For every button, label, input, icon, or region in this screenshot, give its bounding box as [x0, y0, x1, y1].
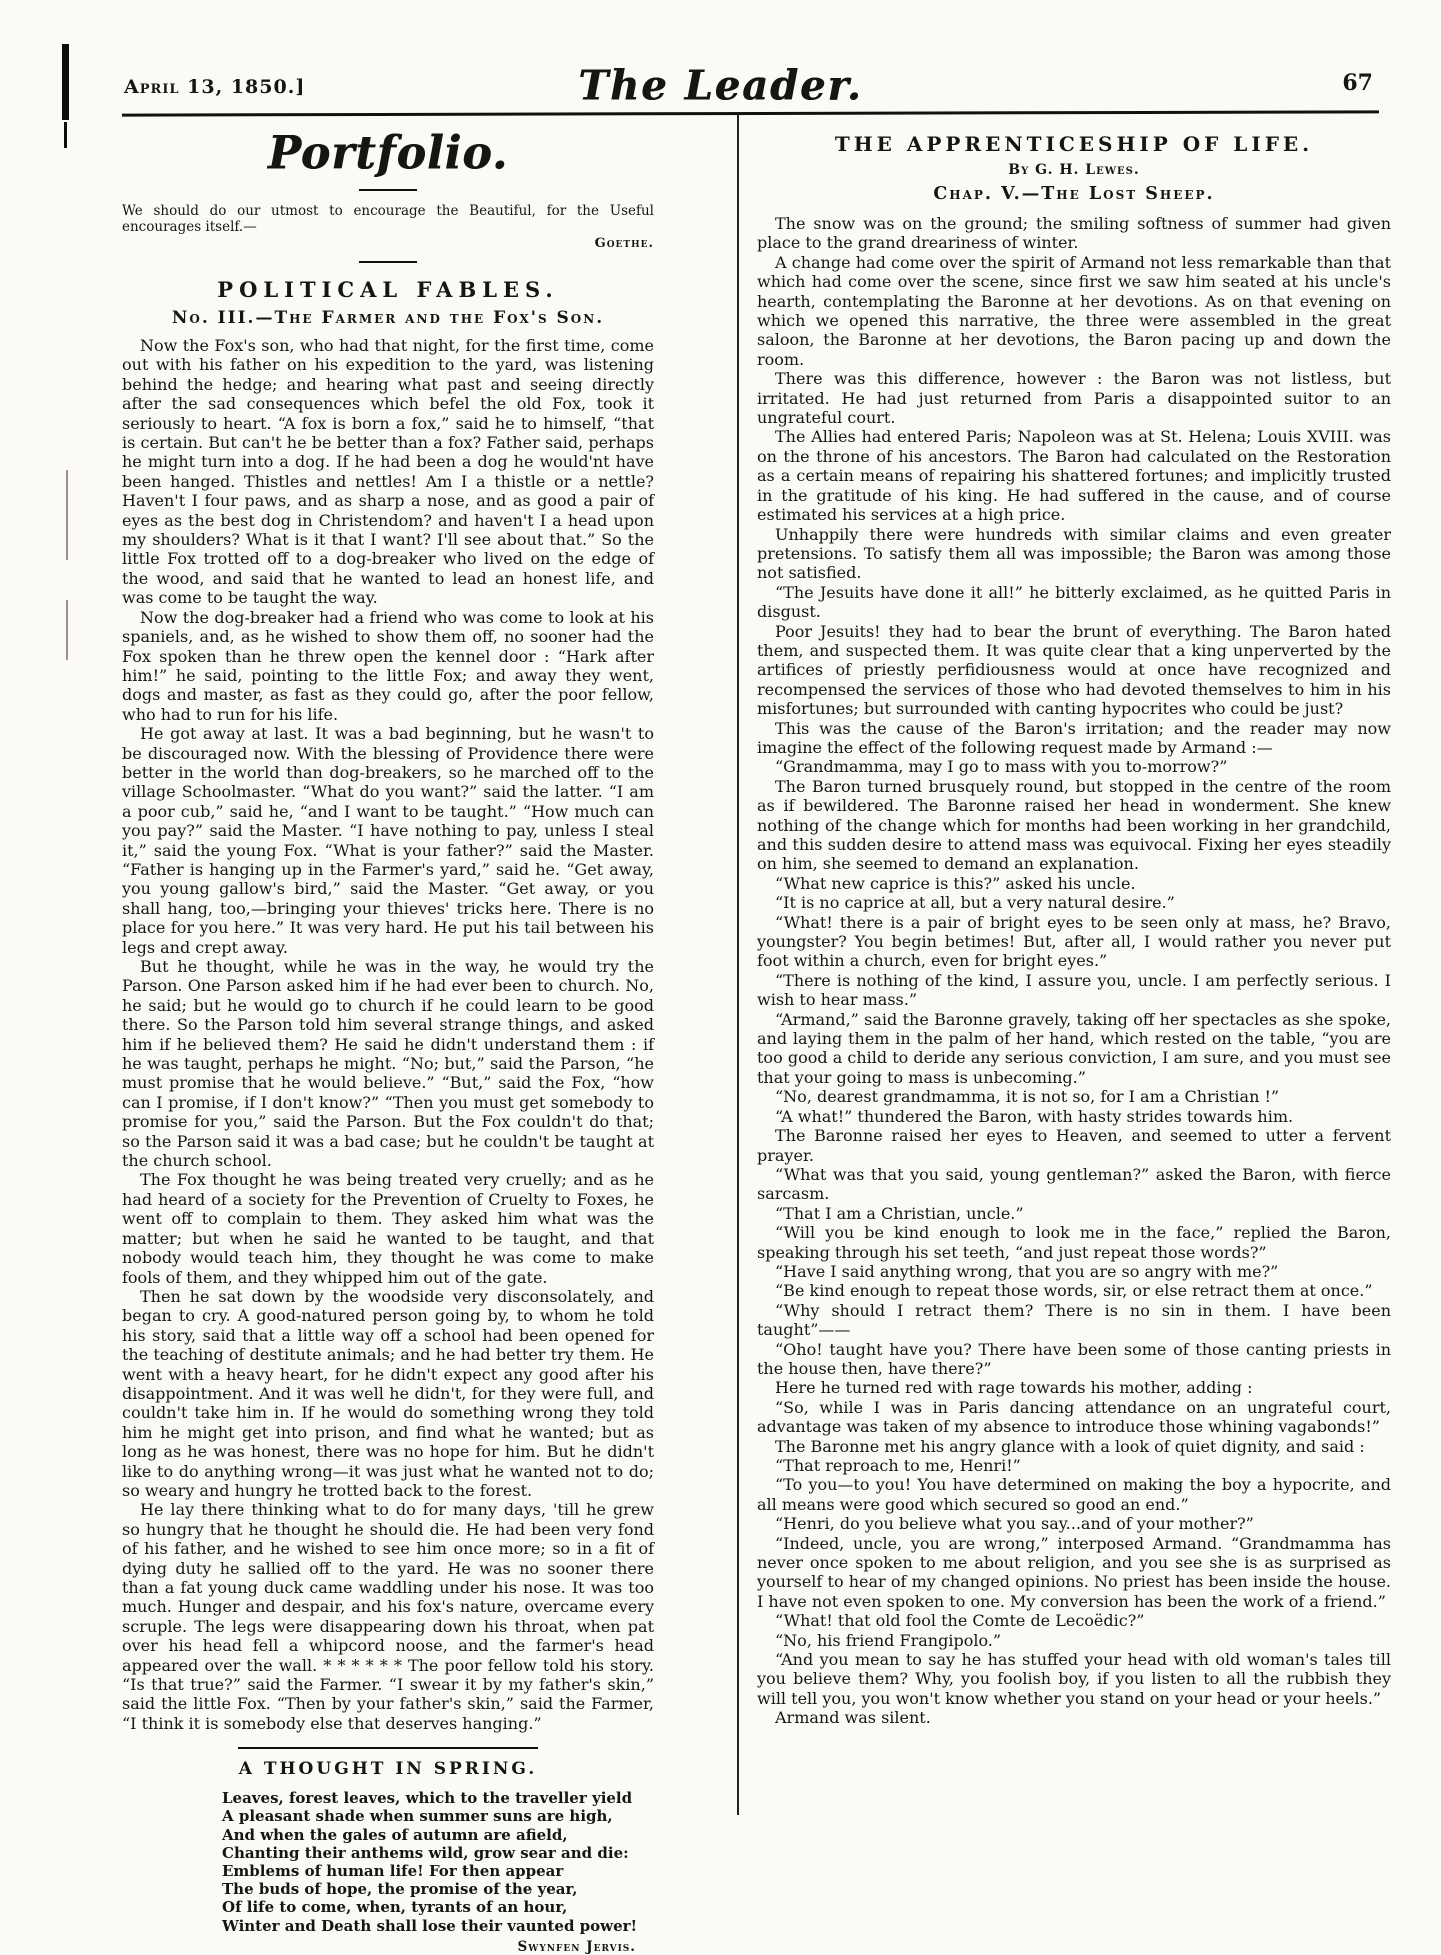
story-paragraph: “No, his friend Frangipolo.”	[775, 1630, 1002, 1650]
left-column	[122, 128, 654, 1955]
separator-rule	[359, 189, 417, 191]
column-divider-rule	[737, 115, 739, 1815]
story-paragraph: The Baronne raised her eyes to Heaven, and seemed to utter a fervent prayer.	[757, 1126, 1391, 1165]
poem-line: Of life to come, when, tyrants of an hour,	[222, 1898, 568, 1917]
story-paragraph: “Be kind enough to repeat those words, sir, or else retract them at once.”	[775, 1281, 1373, 1301]
story-paragraph: Unhappily there were hundreds with similar claims and even greater pretensions. To satisfy them all was impossible; the Baron was among those not satisfied.	[757, 524, 1391, 583]
fable-article-title: POLITICAL FABLES.	[217, 277, 559, 302]
story-paragraphs	[757, 214, 1391, 1728]
poem-author: Swynfen Jervis.	[517, 1938, 636, 1955]
fable-paragraph: The Fox thought he was being treated very cruelly; and as he had heard of a society for the Prevention of Cruelty to Foxes, he went off to complain to them. They asked him what was the matter; but when he said he wanted to be taught, and that nobody would teach him, they thought he was come to make fools of them, and they whipped him out of the gate.	[122, 1170, 654, 1287]
story-paragraph: Here he turned red with rage towards his mother, adding :	[775, 1378, 1253, 1398]
poem-line: Emblems of human life! For then appear	[222, 1862, 564, 1881]
binding-mark	[66, 470, 68, 560]
story-paragraph: “What! there is a pair of bright eyes to be seen only at mass, he? Bravo, youngster? You begin betimes! But, after all, I would rather you never put foot within a church, even for bright eyes.”	[757, 912, 1391, 971]
fable-paragraph: He lay there thinking what to do for many days, 'till he grew so hungry that he thought he should die. He had been very fond of his father, and he wished to see him once more; so in a fit of dying duty he sallied off to the yard. He was no sooner there than a fat young duck came waddling under his nose. It was too much. Hunger and despair, and his fox's nature, overcame every scruple. The legs were disappearing down his throat, when pat over his head fell a whipcord noose, and the farmer's head appeared over the wall. * * * * * * The poor fellow told his story. “Is that true?” said the Farmer. “I swear it by my father's skin,” said the little Fox. “Then by your father's skin,” said the Farmer, “I think it is somebody else that deserves hanging.”	[122, 1500, 654, 1733]
story-paragraph: “No, dearest grandmamma, it is not so, for I am a Christian !”	[775, 1087, 1280, 1107]
poem-line: Winter and Death shall lose their vaunted power!	[222, 1916, 638, 1935]
poem-lines	[222, 1789, 654, 1935]
fable-paragraph: He got away at last. It was a bad beginning, but he wasn't to be discouraged now. With the blessing of Providence there were better in the world than dog-breakers, so he marched off to the village Schoolmaster. “What do you want?” said the latter. “I am a poor cub,” said he, “and I want to be taught.” “How much can you pay?” said the Master. “I have nothing to pay, unless I steal it,” said the young Fox. “What is your father?” said the Master. “Father is hanging up in the Farmer's yard,” said he. “Get away, you young gallow's bird,” said the Master. “Get away, or you shall hang, too,—bringing your thieves' tricks here. There is no place for you here.” It was very hard. He put his tail between his legs and crept away.	[122, 724, 654, 957]
story-paragraph: The snow was on the ground; the smiling softness of summer had given place to the grand dreariness of winter.	[757, 214, 1391, 253]
story-paragraph: “What was that you said, young gentleman?” asked the Baron, with fierce sarcasm.	[757, 1164, 1391, 1204]
binding-mark	[66, 600, 68, 660]
story-paragraph: Poor Jesuits! they had to bear the brunt of everything. The Baron hated them, and suspected them. It was quite clear that a king unperverted by the artifices of priestly perfidiousness would at once have recognized and recompensed the services of those who had devoted themselves to him in his misfortunes; but surrounded with canting hypocrites who could be just?	[757, 621, 1391, 719]
right-column	[757, 132, 1391, 1728]
story-paragraph: “It is no caprice at all, but a very natural desire.”	[775, 893, 1175, 913]
story-paragraph: “The Jesuits have done it all!” he bitterly exclaimed, as he quitted Paris in disgust.	[757, 582, 1391, 622]
story-paragraph: “Armand,” said the Baronne gravely, taking off her spectacles as she spoke, and laying them in the palm of her hand, which rested on the table, “you are too good a child to deride any serious conviction, I am sure, and you must see that your going to mass is unbecoming.”	[757, 1009, 1391, 1087]
page-number: 67	[1342, 70, 1373, 96]
story-paragraph: A change had come over the spirit of Armand not less remarkable than that which had come over the scene, since first we saw him seated at his uncle's hearth, contemplating the Baronne at her devotions. As on that evening on which we opened this narrative, the three were assembled in the great saloon, the Baronne at her devotions, the Baron pacing up and down the room.	[757, 252, 1391, 369]
story-paragraph: This was the cause of the Baron's irritation; and the reader may now imagine the effect of the following request made by Armand :—	[757, 718, 1391, 757]
story-paragraph: “Will you be kind enough to look me in the face,” replied the Baron, speaking through his set teeth, “and just repeat those words?”	[757, 1223, 1391, 1262]
fable-paragraph: Now the Fox's son, who had that night, for the first time, come out with his father on his expedition to the yard, was listening behind the hedge; and hearing what past and seeing directly after the sad consequences which befel the old Fox, took it seriously to heart. “A fox is born a fox,” said he to himself, “that is certain. But can't he be better than a fox? Father said, perhaps he might turn into a dog. If he had been a dog he would'nt have been hanged. Thistles and nettles! Am I a thistle or a nettle? Haven't I four paws, and as sharp a nose, and as good a pair of eyes as the best dog in Christendom? and haven't I a head upon my shoulders? What is it that I want? I'll see about that.” So the little Fox trotted off to a dog-breaker who lived on the edge of the wood, and said that he wanted to lead an honest life, and was come to be taught the way.	[122, 336, 654, 608]
poem-section	[122, 1747, 654, 1955]
poem-line: The buds of hope, the promise of the year,	[222, 1880, 578, 1899]
story-paragraph: “Henri, do you believe what you say...and of your mother?”	[775, 1514, 1254, 1534]
fable-paragraphs	[122, 336, 654, 1733]
section-motto: We should do our utmost to encourage the Beautiful, for the Useful encourages itself.—	[122, 203, 654, 235]
issue-date: April 13, 1850.]	[124, 76, 306, 98]
fable-paragraph: But he thought, while he was in the way, he would try the Parson. One Parson asked him if he had ever been to church. No, he said; but he would go to church if he could learn to be good there. So the Parson told him several strange things, and asked him if he believed them? He said he didn't understand them : if he was taught, perhaps he might. “No; but,” said the Parson, “he must promise that he would believe.” “But,” said the Fox, “how can I promise, if I don't know?” “Then you must get somebody to promise for you,” said the Parson. But the Fox couldn't do that; so the Parson said it was a bad case; but he couldn't be taught at the church school.	[122, 957, 654, 1171]
header-rule	[122, 110, 1379, 116]
story-paragraph: Armand was silent.	[775, 1708, 931, 1728]
story-paragraph: The Baron turned brusquely round, but stopped in the centre of the room as if bewildered. The Baronne raised her head in wonderment. She knew nothing of the change which for months had been working in her grandchild, and this sudden desire to attend mass was equivocal. Fixing her eyes steadily on him, she seemed to demand an explanation.	[757, 776, 1391, 874]
story-paragraph: There was this difference, however : the Baron was not listless, but irritated. He had just returned from Paris a disappointed suitor to an ungrateful court.	[757, 369, 1391, 428]
separator-rule	[238, 1747, 538, 1749]
portfolio-section-title: Portfolio.	[267, 126, 509, 181]
poem-line: A pleasant shade when summer suns are high,	[222, 1807, 613, 1826]
story-paragraph: “To you—to you! You have determined on making the boy a hypocrite, and all means were good which secured so good an end.”	[757, 1475, 1391, 1514]
story-paragraph: “A what!” thundered the Baron, with hasty strides towards him.	[775, 1106, 1294, 1126]
story-article-title: THE APPRENTICESHIP OF LIFE.	[834, 132, 1314, 156]
binding-mark	[64, 122, 67, 148]
poem-title: A THOUGHT IN SPRING.	[238, 1759, 538, 1780]
fable-article-subtitle: No. III.—The Farmer and the Fox's Son.	[171, 308, 605, 328]
poem-line: And when the gales of autumn are afield,	[222, 1825, 568, 1844]
fable-paragraph: Then he sat down by the woodside very disconsolately, and began to cry. A good-natured person going by, to whom he told his story, said that a little way off a school had been opened for the teaching of destitute animals; and he had better try them. He went with a heavy heart, for he didn't expect any good after his disappointment. And it was well he didn't, for they were full, and couldn't take him in. If he would do something wrong they told him he might get into prison, and find what he wanted; but as long as he was honest, there was no hope for him. But he didn't like to do anything wrong—it was just what he wanted not to do; so weary and hungry he trotted back to the forest.	[122, 1286, 654, 1500]
fable-paragraph: Now the dog-breaker had a friend who was come to look at his spaniels, and, as he wished to show them off, no sooner had the Fox spoken than he threw open the kennel door : “Hark after him!” he said, pointing to the little Fox; and away they went, dogs and master, as fast as they could go, after the poor fellow, who had to run for his life.	[122, 607, 654, 724]
story-paragraph: “There is nothing of the kind, I assure you, uncle. I am perfectly serious. I wish to hear mass.”	[757, 970, 1391, 1010]
story-paragraph: “That I am a Christian, uncle.”	[775, 1203, 1024, 1223]
story-paragraph: “Why should I retract them? There is no sin in them. I have been taught”——	[757, 1300, 1391, 1340]
story-paragraph: “Indeed, uncle, you are wrong,” interposed Armand. “Grandmamma has never once spoken to me about religion, and you see she is as surprised as yourself to hear of my changed opinions. No priest has been inside the house. I have not even spoken to one. My conversion has been the work of a friend.”	[757, 1533, 1391, 1611]
poem-line: Leaves, forest leaves, which to the traveller yield	[222, 1789, 633, 1808]
story-byline: By G. H. Lewes.	[1008, 162, 1140, 178]
story-paragraph: “Oho! taught have you? There have been some of those canting priests in the house then, have there?”	[757, 1339, 1391, 1378]
story-paragraph: “And you mean to say he has stuffed your head with old woman's tales till you believe them? Why, you foolish boy, if you listen to all the rubbish they will tell you, you won't know whether you stand on your head or your heels.”	[757, 1650, 1391, 1708]
story-paragraph: The Allies had entered Paris; Napoleon was at St. Helena; Louis XVIII. was on the throne of his ancestors. The Baron had calculated on the Restoration as a certain means of repairing his shattered fortunes; and implicitly trusted in the gratitude of his king. He had suffered in the cause, and of course estimated his services at a high price.	[757, 427, 1391, 525]
story-paragraph: “Have I said anything wrong, that you are so angry with me?”	[775, 1261, 1279, 1281]
story-paragraph: The Baronne met his angry glance with a look of quiet dignity, and said :	[775, 1436, 1365, 1456]
story-paragraph: “That reproach to me, Henri!”	[775, 1456, 1021, 1475]
motto-attribution: Goethe.	[594, 236, 654, 251]
separator-rule	[359, 261, 417, 263]
story-paragraph: “Grandmamma, may I go to mass with you to-morrow?”	[775, 757, 1228, 777]
story-paragraph: “What! that old fool the Comte de Lecoëdic?”	[775, 1611, 1145, 1631]
poem-line: Chanting their anthems wild, grow sear and die:	[222, 1843, 629, 1862]
story-paragraph: “What new caprice is this?” asked his uncle.	[775, 873, 1136, 893]
story-paragraph: “So, while I was in Paris dancing attendance on an ungrateful court, advantage was taken of my absence to introduce those whining vagabonds!”	[757, 1397, 1391, 1437]
story-chapter-title: Chap. V.—The Lost Sheep.	[933, 184, 1215, 204]
masthead-title: The Leader.	[578, 61, 863, 110]
